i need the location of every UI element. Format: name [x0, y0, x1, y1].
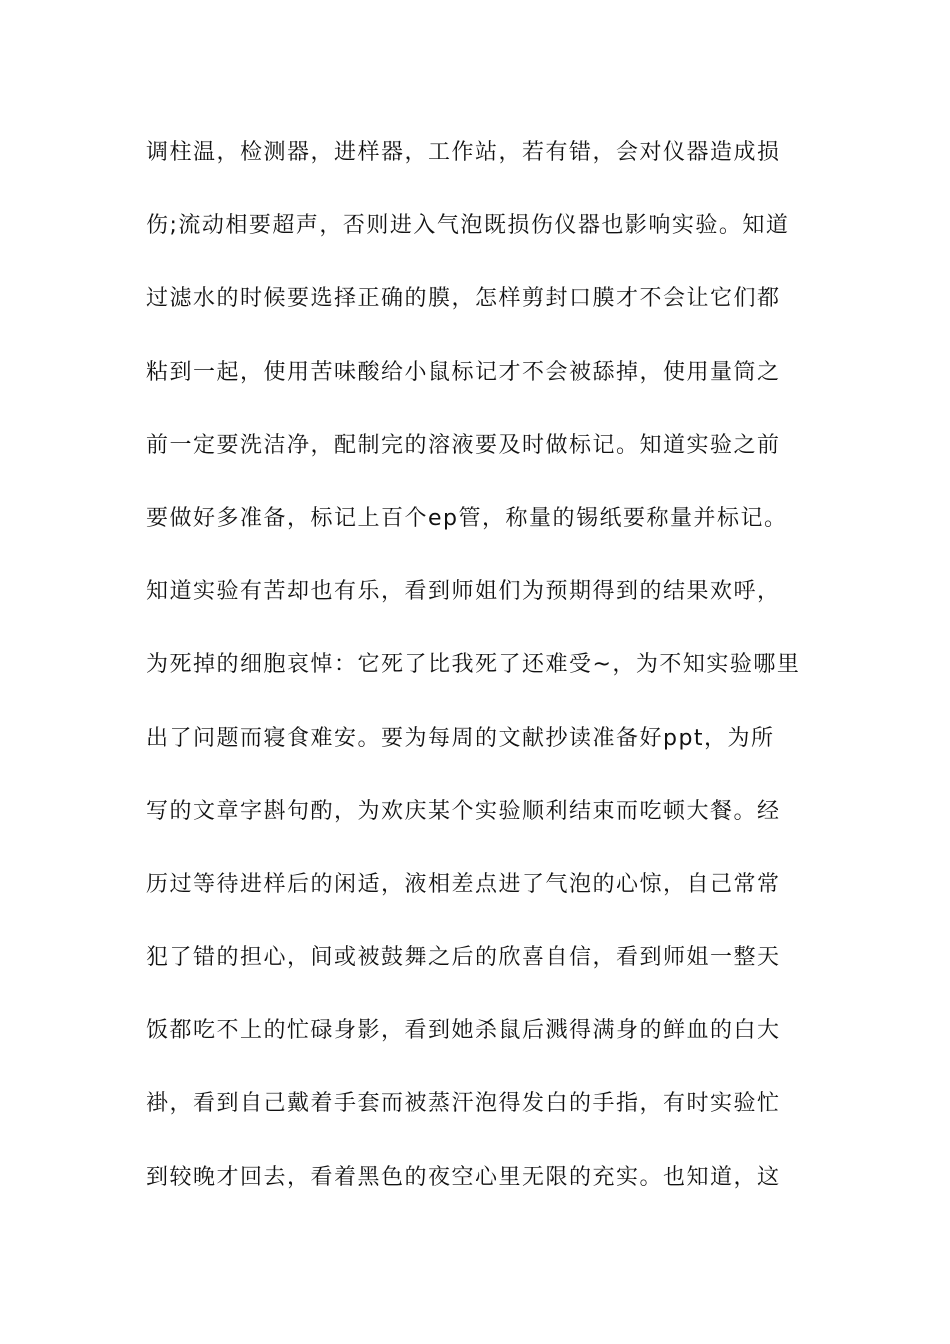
text-line: 要做好多准备，标记上百个ep管，称量的锡纸要称量并标记。: [146, 505, 788, 531]
text-line: 前一定要洗洁净，配制完的溶液要及时做标记。知道实验之前: [146, 432, 781, 458]
text-line: 褂，看到自己戴着手套而被蒸汗泡得发白的手指，有时实验忙: [146, 1091, 781, 1117]
text-line: 过滤水的时候要选择正确的膜，怎样剪封口膜才不会让它们都: [146, 286, 781, 312]
text-line: 到较晚才回去，看着黑色的夜空心里无限的充实。也知道，这: [146, 1164, 781, 1190]
text-line: 为死掉的细胞哀悼：它死了比我死了还难受~，为不知实验哪里: [146, 652, 801, 678]
text-line: 犯了错的担心，间或被鼓舞之后的欣喜自信，看到师姐一整天: [146, 945, 781, 971]
text-line: 写的文章字斟句酌，为欢庆某个实验顺利结束而吃顿大餐。经: [146, 798, 781, 824]
text-line: 粘到一起，使用苦味酸给小鼠标记才不会被舔掉，使用量筒之: [146, 359, 781, 385]
text-line: 饭都吃不上的忙碌身影，看到她杀鼠后溅得满身的鲜血的白大: [146, 1018, 781, 1044]
text-line: 知道实验有苦却也有乐，看到师姐们为预期得到的结果欢呼，: [146, 579, 781, 605]
text-line: 出了问题而寝食难安。要为每周的文献抄读准备好ppt，为所: [146, 725, 775, 751]
body-text: [146, 130, 810, 1228]
text-line: 调柱温，检测器，进样器，工作站，若有错，会对仪器造成损: [146, 140, 781, 165]
text-line: 历过等待进样后的闲适，液相差点进了气泡的心惊，自己常常: [146, 871, 781, 897]
text-line: 伤;流动相要超声，否则进入气泡既损伤仪器也影响实验。知道: [146, 213, 790, 239]
